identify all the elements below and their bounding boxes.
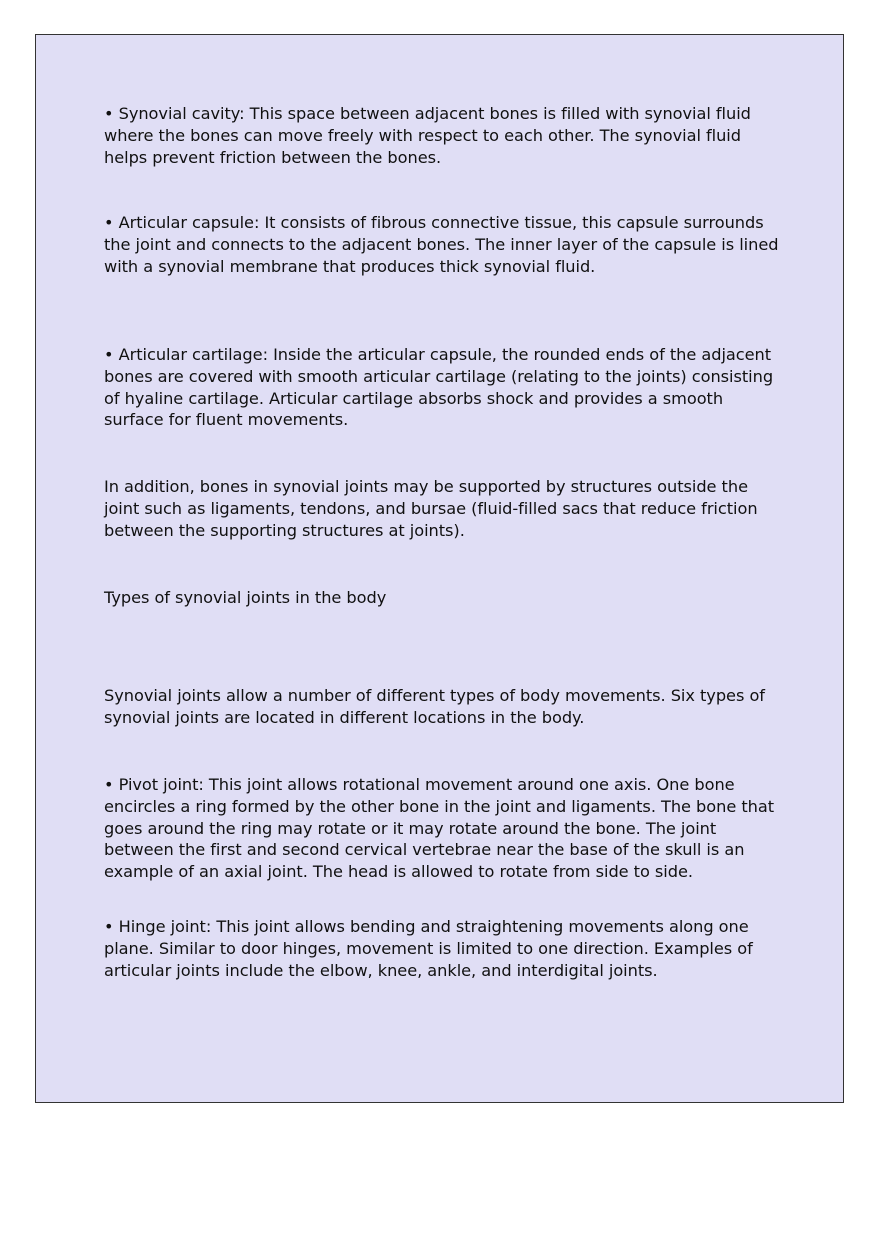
types-intro-paragraph: Synovial joints allow a number of different types of body movements. Six types of synovial joints are located in different locations in the body. (104, 686, 765, 727)
section-heading-types: Types of synovial joints in the body (104, 588, 387, 607)
bullet-pivot-joint: • Pivot joint: This joint allows rotational movement around one axis. One bone encircles a ring formed by the other bone in the joint and ligaments. The bone that goes around the ring may rotate or it may rotate around the bone. The joint between the first and second cervical vertebrae near the base of the skull is an example of an axial joint. The head is allowed to rotate from side to side. (104, 775, 775, 882)
supporting-structures-paragraph: In addition, bones in synovial joints may be supported by structures outside the joint such as ligaments, tendons, and bursae (fluid-filled sacs that reduce friction between the supporting structures at joints). (104, 477, 758, 540)
bullet-hinge-joint: • Hinge joint: This joint allows bending and straightening movements along one plane. Similar to door hinges, movement is limited to one direction. Examples of articular joints include the elbow, knee, ankle, and interdigital joints. (104, 917, 753, 980)
bullet-synovial-cavity: • Synovial cavity: This space between adjacent bones is filled with synovial fluid where the bones can move freely with respect to each other. The synovial fluid helps prevent friction between the bones. (104, 104, 751, 167)
bullet-articular-capsule: • Articular capsule: It consists of fibrous connective tissue, this capsule surrounds the joint and connects to the adjacent bones. The inner layer of the capsule is lined with a synovial membrane that produces thick synovial fluid. (104, 213, 779, 276)
content-panel (35, 34, 844, 1103)
bullet-articular-cartilage: • Articular cartilage: Inside the articular capsule, the rounded ends of the adjacent bones are covered with smooth articular cartilage (relating to the joints) consisting of hyaline cartilage. Articular cartilage absorbs shock and provides a smooth surface for fluent movements. (104, 345, 774, 430)
